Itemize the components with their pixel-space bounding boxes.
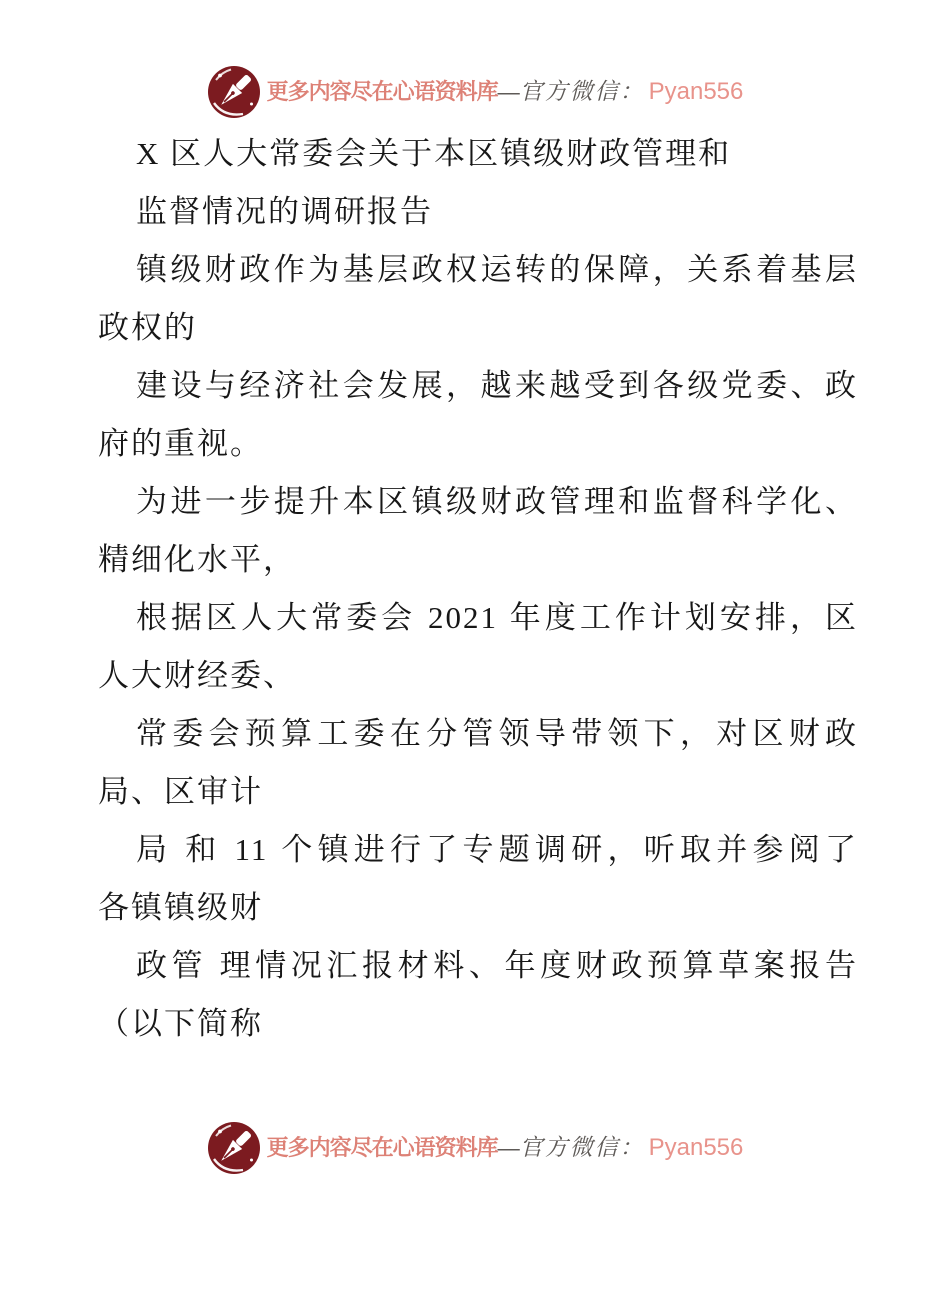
body-line: 根据区人大常委会 2021 年度工作计划安排，区	[136, 600, 858, 635]
watermark-brand-text: 更多内容尽在心语资料库	[266, 79, 498, 104]
footer-watermark	[0, 1121, 950, 1175]
body-line: 府的重视。	[98, 426, 263, 461]
watermark-brand-text: 更多内容尽在心语资料库	[266, 1135, 498, 1160]
body-line: 常委会预算工委在分管领导带领下，对区财政	[136, 716, 858, 751]
watermark-wechat-label: 官方微信：	[519, 1135, 645, 1160]
watermark-wechat-id: Pyan556	[648, 78, 744, 105]
header-watermark	[0, 65, 950, 119]
brand-logo-icon	[207, 65, 261, 119]
watermark-text	[267, 65, 744, 119]
watermark-wechat-label: 官方微信：	[519, 79, 645, 104]
body-line: 人大财经委、	[98, 658, 296, 693]
watermark-text	[267, 1121, 744, 1175]
body-line: 镇级财政作为基层政权运转的保障，关系着基层	[136, 252, 858, 287]
watermark-dash: —	[497, 79, 520, 104]
body-line: 政权的	[98, 310, 197, 345]
document-body	[0, 125, 950, 1053]
watermark-dash: —	[497, 1135, 520, 1160]
title-line: 监督情况的调研报告	[136, 194, 433, 229]
body-line: 局、区审计	[98, 774, 263, 809]
title-line: X 区人大常委会关于本区镇级财政管理和	[136, 136, 732, 171]
body-line: 政管 理情况汇报材料、年度财政预算草案报告	[136, 948, 858, 983]
body-line: 为进一步提升本区镇级财政管理和监督科学化、	[136, 484, 858, 519]
body-line: （以下简称	[98, 1006, 263, 1041]
body-line: 局 和 11 个镇进行了专题调研，听取并参阅了	[136, 832, 858, 867]
body-line: 各镇镇级财	[98, 890, 263, 925]
watermark-wechat-id: Pyan556	[648, 1134, 744, 1161]
brand-logo-icon	[207, 1121, 261, 1175]
body-line: 建设与经济社会发展，越来越受到各级党委、政	[136, 368, 858, 403]
body-line: 精细化水平，	[98, 542, 296, 577]
